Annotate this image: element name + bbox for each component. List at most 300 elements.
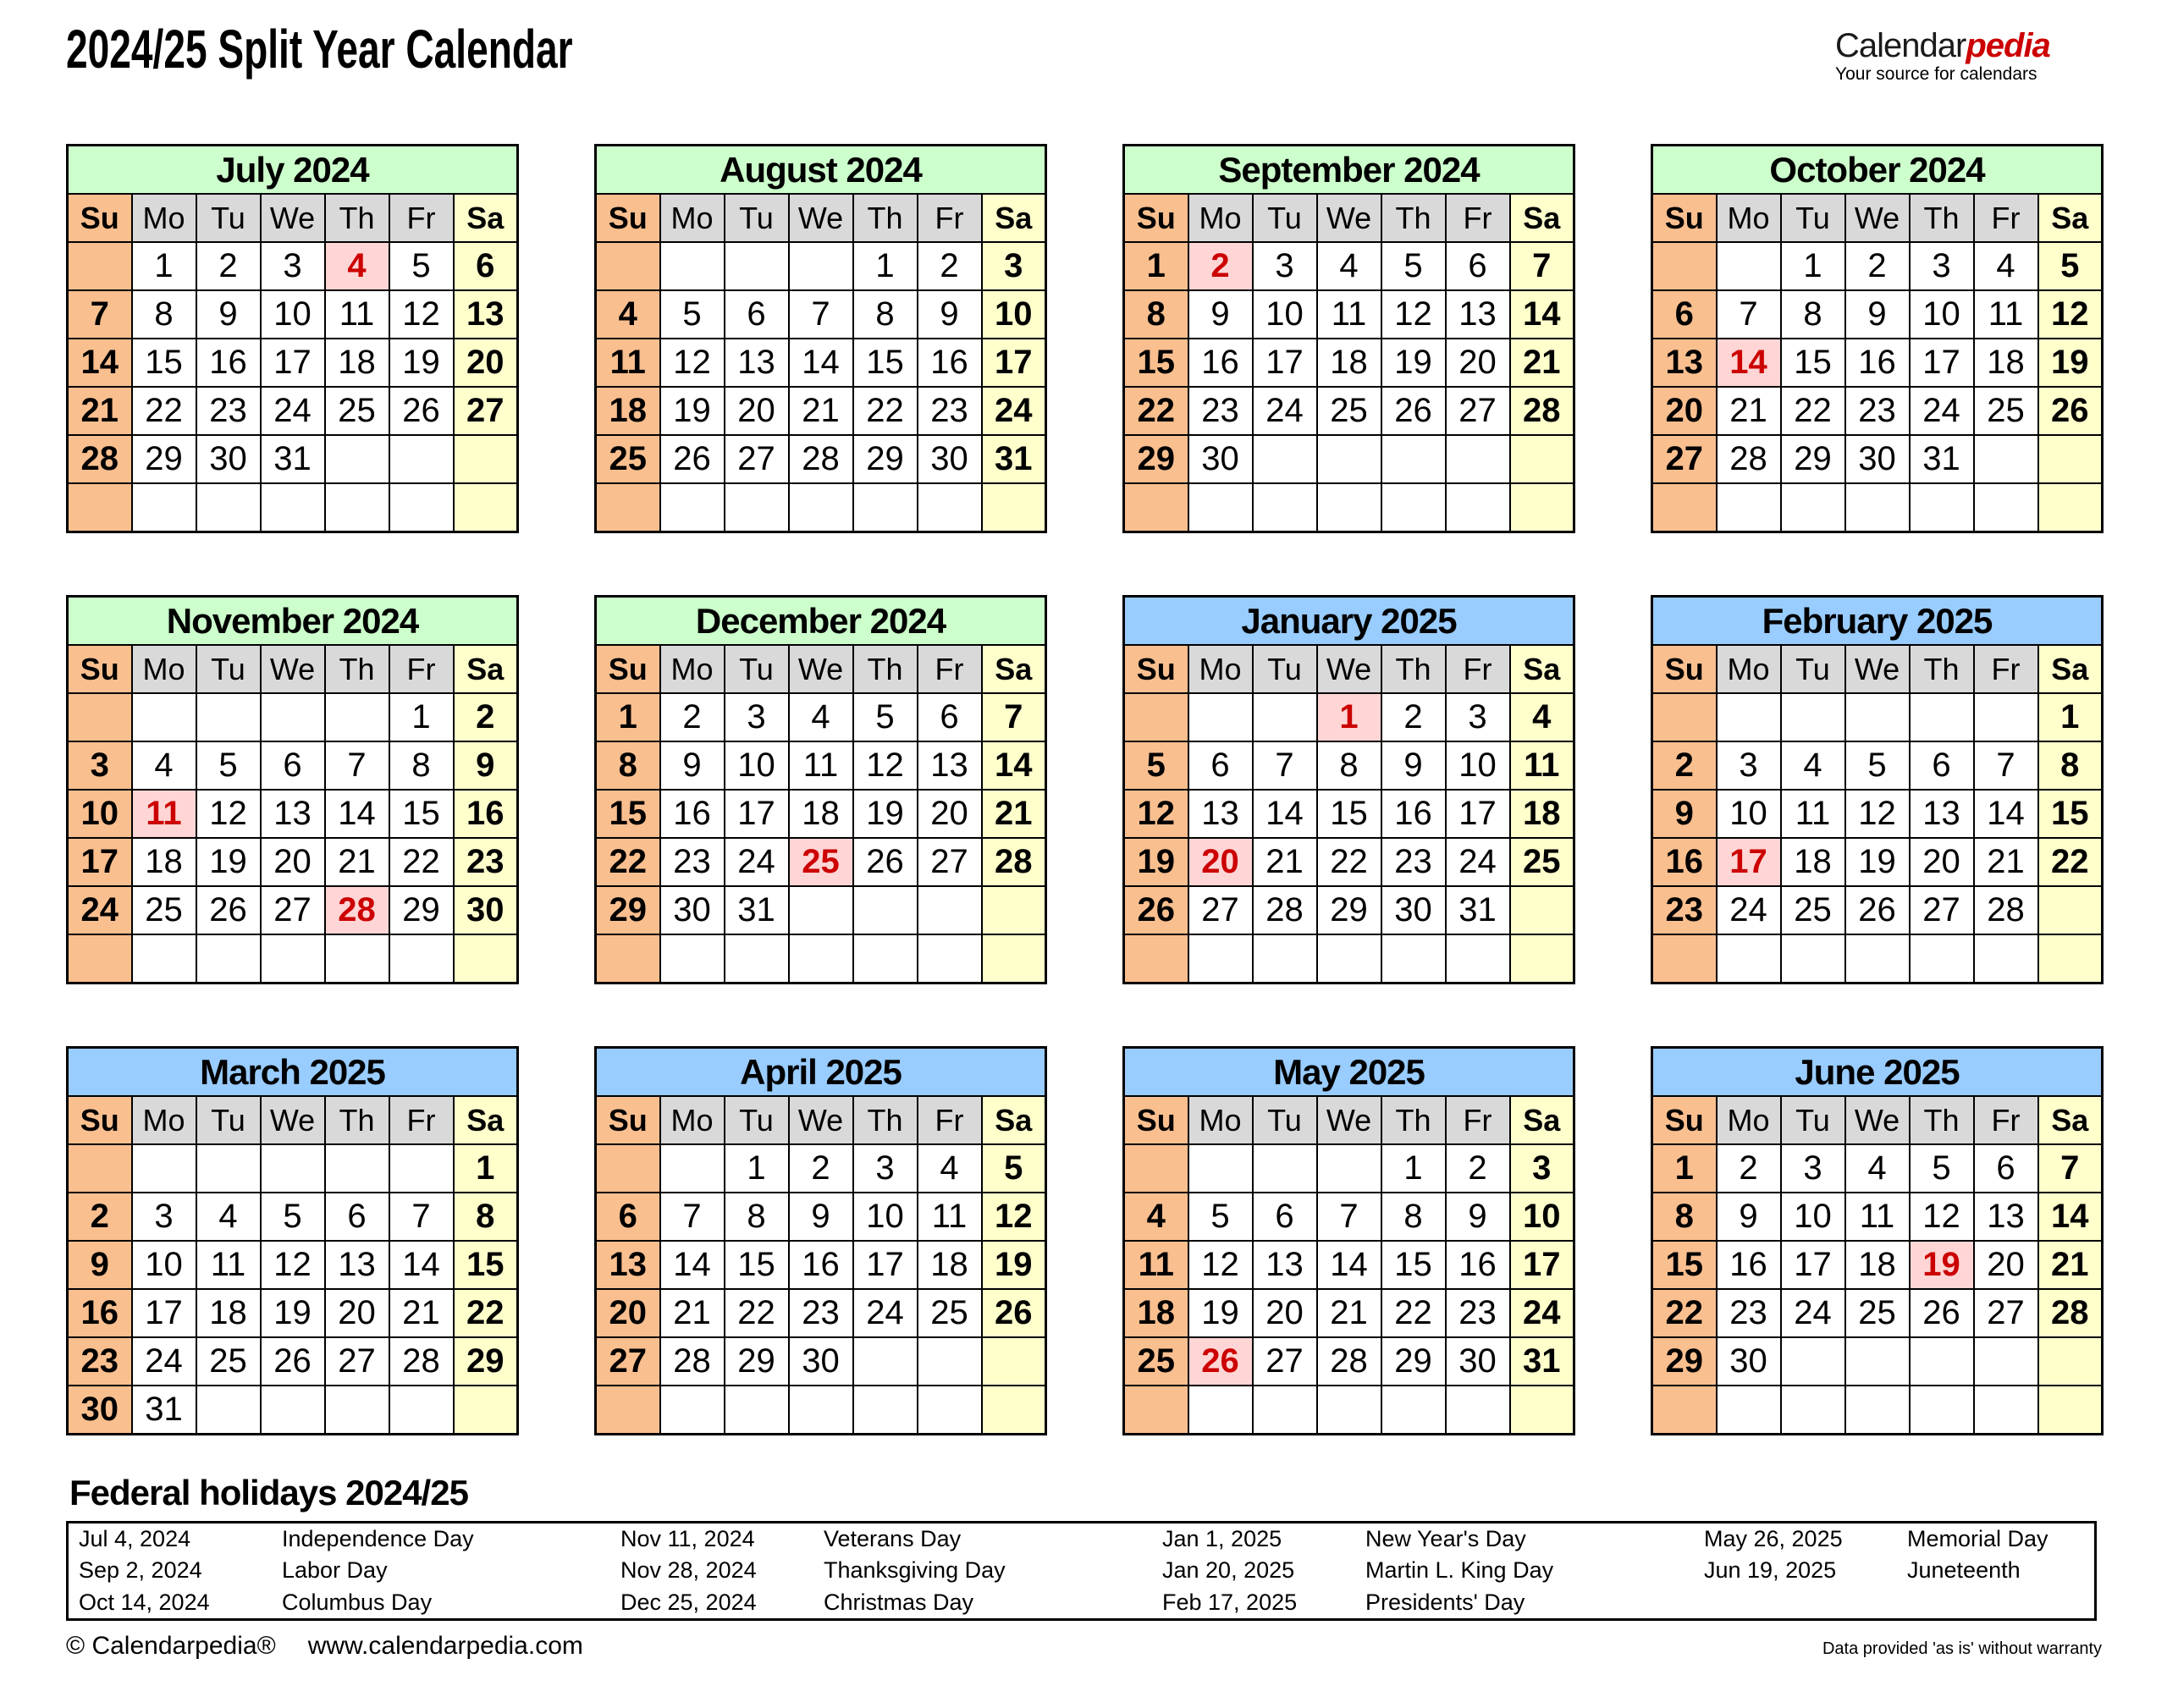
day-cell: 3: [132, 1193, 196, 1241]
day-cell: [1510, 934, 1574, 983]
day-cell: 27: [596, 1337, 660, 1386]
day-cell: 31: [1446, 886, 1510, 934]
day-cell: [261, 483, 325, 532]
day-cell: 27: [1446, 387, 1510, 435]
day-cell: 5: [853, 693, 918, 741]
day-cell: 21: [1253, 838, 1317, 886]
day-cell: 12: [660, 339, 725, 387]
weekday-header-su: Su: [1652, 1096, 1717, 1144]
day-cell: 31: [261, 435, 325, 483]
holiday-date: Jun 19, 2025: [1704, 1557, 1837, 1584]
day-cell: 30: [1446, 1337, 1510, 1386]
day-cell: 21: [660, 1289, 725, 1337]
day-cell: 23: [68, 1337, 132, 1386]
day-cell: 18: [1845, 1241, 1910, 1289]
day-cell: 27: [1974, 1289, 2038, 1337]
weekday-header-fr: Fr: [1446, 645, 1510, 693]
day-cell: [853, 483, 918, 532]
day-cell: 12: [1910, 1193, 1974, 1241]
holiday-date: Jan 20, 2025: [1162, 1557, 1295, 1584]
day-cell: [1510, 435, 1574, 483]
weekday-header-th: Th: [1381, 1096, 1446, 1144]
day-cell: 18: [1317, 339, 1381, 387]
day-cell: 16: [196, 339, 261, 387]
day-cell: 21: [389, 1289, 454, 1337]
day-cell: 5: [2038, 242, 2103, 290]
day-cell: 11: [1124, 1241, 1188, 1289]
day-cell: 13: [1652, 339, 1717, 387]
day-cell: 18: [918, 1241, 982, 1289]
day-cell: [918, 1386, 982, 1435]
day-cell: 30: [1845, 435, 1910, 483]
day-cell: 21: [1717, 387, 1781, 435]
day-cell: 26: [1124, 886, 1188, 934]
day-cell: 22: [2038, 838, 2103, 886]
day-cell: 10: [1253, 290, 1317, 339]
day-cell: [1188, 483, 1253, 532]
holiday-name: Labor Day: [282, 1557, 388, 1584]
day-cell: 16: [660, 790, 725, 838]
day-cell: 2: [454, 693, 518, 741]
weekday-header-tu: Tu: [725, 1096, 789, 1144]
day-cell: [1188, 693, 1253, 741]
day-cell: [789, 242, 853, 290]
day-cell: 29: [1317, 886, 1381, 934]
day-cell: 24: [982, 387, 1046, 435]
weekday-header-su: Su: [68, 194, 132, 242]
month-title: July 2024: [68, 146, 518, 195]
day-cell: [1510, 1386, 1574, 1435]
day-cell: 12: [1845, 790, 1910, 838]
day-cell: 2: [1381, 693, 1446, 741]
day-cell: 18: [132, 838, 196, 886]
day-cell: [2038, 1337, 2103, 1386]
day-cell: 6: [454, 242, 518, 290]
weekday-header-fr: Fr: [918, 1096, 982, 1144]
weekday-header-we: We: [1317, 645, 1381, 693]
day-cell: 17: [1253, 339, 1317, 387]
day-cell: 12: [389, 290, 454, 339]
day-cell: 18: [789, 790, 853, 838]
day-cell: 16: [789, 1241, 853, 1289]
day-cell: 3: [1910, 242, 1974, 290]
day-cell: 27: [325, 1337, 389, 1386]
weekday-header-tu: Tu: [196, 645, 261, 693]
day-cell: [196, 483, 261, 532]
day-cell: 8: [389, 741, 454, 790]
day-cell: 21: [325, 838, 389, 886]
holiday-name: Thanksgiving Day: [824, 1557, 1006, 1584]
day-cell: 30: [1381, 886, 1446, 934]
day-cell: 13: [1910, 790, 1974, 838]
day-cell: 17: [982, 339, 1046, 387]
day-cell: 29: [1381, 1337, 1446, 1386]
day-cell: [1317, 1144, 1381, 1193]
day-cell: 29: [454, 1337, 518, 1386]
day-cell: [660, 1386, 725, 1435]
day-cell: 21: [2038, 1241, 2103, 1289]
month-title: December 2024: [596, 597, 1046, 646]
weekday-header-fr: Fr: [389, 645, 454, 693]
day-cell: 28: [982, 838, 1046, 886]
day-cell: 23: [789, 1289, 853, 1337]
day-cell: 16: [1381, 790, 1446, 838]
day-cell: [132, 693, 196, 741]
day-cell: 26: [1845, 886, 1910, 934]
weekday-header-mo: Mo: [1188, 645, 1253, 693]
day-cell: 25: [596, 435, 660, 483]
weekday-header-th: Th: [325, 645, 389, 693]
day-cell: 19: [660, 387, 725, 435]
day-cell: 4: [1317, 242, 1381, 290]
weekday-header-sa: Sa: [454, 645, 518, 693]
holiday-date: Nov 11, 2024: [620, 1526, 755, 1552]
day-cell: 28: [660, 1337, 725, 1386]
day-cell: 24: [1253, 387, 1317, 435]
day-cell: 22: [1124, 387, 1188, 435]
day-cell: [325, 435, 389, 483]
day-cell: [1845, 1386, 1910, 1435]
weekday-header-mo: Mo: [660, 194, 725, 242]
day-cell: 14: [389, 1241, 454, 1289]
holiday-name: Christmas Day: [824, 1589, 974, 1615]
weekday-header-su: Su: [1124, 645, 1188, 693]
day-cell: 3: [853, 1144, 918, 1193]
day-cell: 17: [132, 1289, 196, 1337]
day-cell: 2: [918, 242, 982, 290]
holiday-date: Sep 2, 2024: [79, 1557, 202, 1584]
month-title: September 2024: [1124, 146, 1574, 195]
day-cell: 18: [196, 1289, 261, 1337]
day-cell: 19: [853, 790, 918, 838]
day-cell: 13: [918, 741, 982, 790]
day-cell: [1381, 435, 1446, 483]
weekday-header-fr: Fr: [1974, 194, 2038, 242]
day-cell: 13: [725, 339, 789, 387]
holiday-date: Feb 17, 2025: [1162, 1589, 1298, 1615]
day-cell: 11: [325, 290, 389, 339]
day-cell: 20: [596, 1289, 660, 1337]
day-cell: 22: [454, 1289, 518, 1337]
day-cell: [725, 1386, 789, 1435]
month-table: [1651, 144, 2104, 533]
day-cell: 6: [1253, 1193, 1317, 1241]
day-cell: 1: [132, 242, 196, 290]
weekday-header-fr: Fr: [1974, 1096, 2038, 1144]
day-cell: 6: [1188, 741, 1253, 790]
day-cell: [982, 1337, 1046, 1386]
day-cell: [660, 242, 725, 290]
day-cell: [982, 934, 1046, 983]
day-cell: 16: [1446, 1241, 1510, 1289]
weekday-header-tu: Tu: [196, 1096, 261, 1144]
weekday-header-th: Th: [1910, 1096, 1974, 1144]
weekday-header-sa: Sa: [1510, 1096, 1574, 1144]
day-cell: 25: [1317, 387, 1381, 435]
day-cell: 9: [1381, 741, 1446, 790]
day-cell: 15: [2038, 790, 2103, 838]
day-cell: 7: [2038, 1144, 2103, 1193]
day-cell: 4: [596, 290, 660, 339]
day-cell: 28: [1510, 387, 1574, 435]
day-cell: [196, 934, 261, 983]
day-cell: [789, 1386, 853, 1435]
day-cell: 21: [1510, 339, 1574, 387]
day-cell: 5: [1188, 1193, 1253, 1241]
day-cell: 13: [1253, 1241, 1317, 1289]
day-cell: 9: [1446, 1193, 1510, 1241]
day-cell: 19: [261, 1289, 325, 1337]
day-cell: 6: [596, 1193, 660, 1241]
day-cell: [1124, 483, 1188, 532]
day-cell: [1652, 693, 1717, 741]
day-cell: 26: [853, 838, 918, 886]
day-cell: [454, 435, 518, 483]
month-table: [594, 595, 1047, 984]
day-cell: 12: [261, 1241, 325, 1289]
day-cell: [454, 934, 518, 983]
day-cell: 1: [1124, 242, 1188, 290]
weekday-header-tu: Tu: [1781, 194, 1845, 242]
copyright-text: © Calendarpedia®: [66, 1632, 276, 1660]
federal-holidays-table: [66, 1521, 2097, 1621]
day-cell: 31: [132, 1386, 196, 1435]
day-cell: 17: [1446, 790, 1510, 838]
day-cell: 9: [1717, 1193, 1781, 1241]
day-cell: [1124, 1386, 1188, 1435]
day-cell: 15: [725, 1241, 789, 1289]
day-cell: 10: [1910, 290, 1974, 339]
day-cell-holiday: 11: [132, 790, 196, 838]
day-cell: 14: [68, 339, 132, 387]
weekday-header-tu: Tu: [1253, 645, 1317, 693]
weekday-header-tu: Tu: [725, 645, 789, 693]
day-cell: [853, 1337, 918, 1386]
day-cell: [2038, 886, 2103, 934]
weekday-header-su: Su: [1124, 194, 1188, 242]
day-cell: [1510, 483, 1574, 532]
day-cell: 22: [1652, 1289, 1717, 1337]
day-cell: [1910, 693, 1974, 741]
weekday-header-su: Su: [596, 194, 660, 242]
day-cell: 14: [1317, 1241, 1381, 1289]
holiday-date: Dec 25, 2024: [620, 1589, 757, 1615]
day-cell: 2: [1717, 1144, 1781, 1193]
day-cell: 15: [1317, 790, 1381, 838]
day-cell: [389, 1144, 454, 1193]
day-cell: 26: [660, 435, 725, 483]
day-cell: [1974, 1386, 2038, 1435]
weekday-header-we: We: [1317, 1096, 1381, 1144]
day-cell: [918, 886, 982, 934]
day-cell: [1717, 483, 1781, 532]
day-cell: 26: [389, 387, 454, 435]
day-cell: [1910, 934, 1974, 983]
day-cell: 2: [1845, 242, 1910, 290]
day-cell: [1652, 934, 1717, 983]
day-cell: 13: [325, 1241, 389, 1289]
day-cell: 13: [1188, 790, 1253, 838]
month-table: [1122, 1046, 1575, 1435]
day-cell: 20: [1446, 339, 1510, 387]
day-cell: [660, 483, 725, 532]
day-cell: 27: [725, 435, 789, 483]
weekday-header-sa: Sa: [982, 194, 1046, 242]
day-cell: 1: [2038, 693, 2103, 741]
calendarpedia-logo: [1835, 29, 2050, 83]
month-title: November 2024: [68, 597, 518, 646]
day-cell: 19: [1124, 838, 1188, 886]
day-cell: [1124, 693, 1188, 741]
day-cell: 23: [1446, 1289, 1510, 1337]
day-cell: [196, 693, 261, 741]
day-cell: 23: [1188, 387, 1253, 435]
month-title: August 2024: [596, 146, 1046, 195]
weekday-header-sa: Sa: [1510, 194, 1574, 242]
day-cell: 5: [1845, 741, 1910, 790]
day-cell: [196, 1386, 261, 1435]
day-cell: 6: [1446, 242, 1510, 290]
day-cell: 19: [1845, 838, 1910, 886]
day-cell: [2038, 1386, 2103, 1435]
day-cell: 18: [1510, 790, 1574, 838]
day-cell: 16: [1845, 339, 1910, 387]
day-cell: 18: [1781, 838, 1845, 886]
day-cell: [261, 1386, 325, 1435]
day-cell: 24: [1717, 886, 1781, 934]
day-cell: [454, 1386, 518, 1435]
day-cell: 21: [1317, 1289, 1381, 1337]
day-cell: [1717, 934, 1781, 983]
day-cell: [1253, 435, 1317, 483]
day-cell: 4: [918, 1144, 982, 1193]
day-cell: 3: [1781, 1144, 1845, 1193]
day-cell: [261, 934, 325, 983]
day-cell: 22: [725, 1289, 789, 1337]
month-table: [1122, 595, 1575, 984]
weekday-header-we: We: [789, 194, 853, 242]
day-cell: [1845, 483, 1910, 532]
day-cell: [1446, 435, 1510, 483]
weekday-header-sa: Sa: [982, 645, 1046, 693]
day-cell: 27: [1652, 435, 1717, 483]
day-cell: 19: [389, 339, 454, 387]
day-cell: 8: [454, 1193, 518, 1241]
weekday-header-fr: Fr: [1446, 1096, 1510, 1144]
day-cell: [1781, 693, 1845, 741]
day-cell: [389, 435, 454, 483]
day-cell: 12: [853, 741, 918, 790]
day-cell: [1317, 934, 1381, 983]
day-cell: 1: [1652, 1144, 1717, 1193]
day-cell: 14: [789, 339, 853, 387]
weekday-header-tu: Tu: [1253, 194, 1317, 242]
day-cell: 1: [1781, 242, 1845, 290]
day-cell: 28: [1317, 1337, 1381, 1386]
day-cell: 4: [1781, 741, 1845, 790]
day-cell: 5: [389, 242, 454, 290]
day-cell: 22: [853, 387, 918, 435]
day-cell: 3: [1510, 1144, 1574, 1193]
day-cell: [1253, 693, 1317, 741]
day-cell: 2: [1446, 1144, 1510, 1193]
day-cell: 2: [660, 693, 725, 741]
day-cell: 11: [789, 741, 853, 790]
weekday-header-we: We: [789, 1096, 853, 1144]
month-title: March 2025: [68, 1048, 518, 1097]
day-cell-holiday: 1: [1317, 693, 1381, 741]
holiday-name: Juneteenth: [1907, 1557, 2021, 1584]
day-cell: [1253, 1144, 1317, 1193]
day-cell-holiday: 25: [789, 838, 853, 886]
weekday-header-su: Su: [596, 1096, 660, 1144]
day-cell: 10: [68, 790, 132, 838]
day-cell: 11: [1974, 290, 2038, 339]
day-cell: [660, 934, 725, 983]
day-cell: 2: [789, 1144, 853, 1193]
day-cell: 20: [454, 339, 518, 387]
day-cell: [789, 934, 853, 983]
day-cell: 16: [918, 339, 982, 387]
day-cell: [132, 483, 196, 532]
day-cell: 24: [1446, 838, 1510, 886]
day-cell: 25: [196, 1337, 261, 1386]
day-cell: 31: [1910, 435, 1974, 483]
day-cell: [1781, 483, 1845, 532]
day-cell: [1317, 435, 1381, 483]
day-cell: 12: [1188, 1241, 1253, 1289]
day-cell: [853, 886, 918, 934]
weekday-header-sa: Sa: [454, 194, 518, 242]
day-cell: 3: [725, 693, 789, 741]
day-cell: 17: [1910, 339, 1974, 387]
day-cell: 12: [2038, 290, 2103, 339]
weekday-header-we: We: [1317, 194, 1381, 242]
day-cell-holiday: 20: [1188, 838, 1253, 886]
day-cell: [725, 934, 789, 983]
day-cell: [1910, 1386, 1974, 1435]
day-cell: 10: [982, 290, 1046, 339]
calendar-grid: [66, 144, 2104, 1435]
weekday-header-tu: Tu: [725, 194, 789, 242]
day-cell: 30: [789, 1337, 853, 1386]
day-cell: 20: [261, 838, 325, 886]
day-cell: 30: [1188, 435, 1253, 483]
day-cell: 7: [1317, 1193, 1381, 1241]
day-cell: [1381, 483, 1446, 532]
day-cell: 3: [261, 242, 325, 290]
day-cell: 5: [660, 290, 725, 339]
weekday-header-sa: Sa: [2038, 1096, 2103, 1144]
day-cell: [1124, 1144, 1188, 1193]
day-cell: [325, 934, 389, 983]
day-cell: 23: [1845, 387, 1910, 435]
day-cell: [196, 1144, 261, 1193]
holiday-date: Oct 14, 2024: [79, 1589, 210, 1615]
day-cell: [982, 1386, 1046, 1435]
day-cell: 16: [1717, 1241, 1781, 1289]
day-cell: 24: [1781, 1289, 1845, 1337]
day-cell: 21: [1974, 838, 2038, 886]
day-cell: 16: [454, 790, 518, 838]
day-cell: 27: [261, 886, 325, 934]
day-cell: 28: [1253, 886, 1317, 934]
day-cell: [1381, 1386, 1446, 1435]
day-cell: 11: [1317, 290, 1381, 339]
day-cell: 15: [1381, 1241, 1446, 1289]
day-cell: 28: [1717, 435, 1781, 483]
weekday-header-sa: Sa: [1510, 645, 1574, 693]
